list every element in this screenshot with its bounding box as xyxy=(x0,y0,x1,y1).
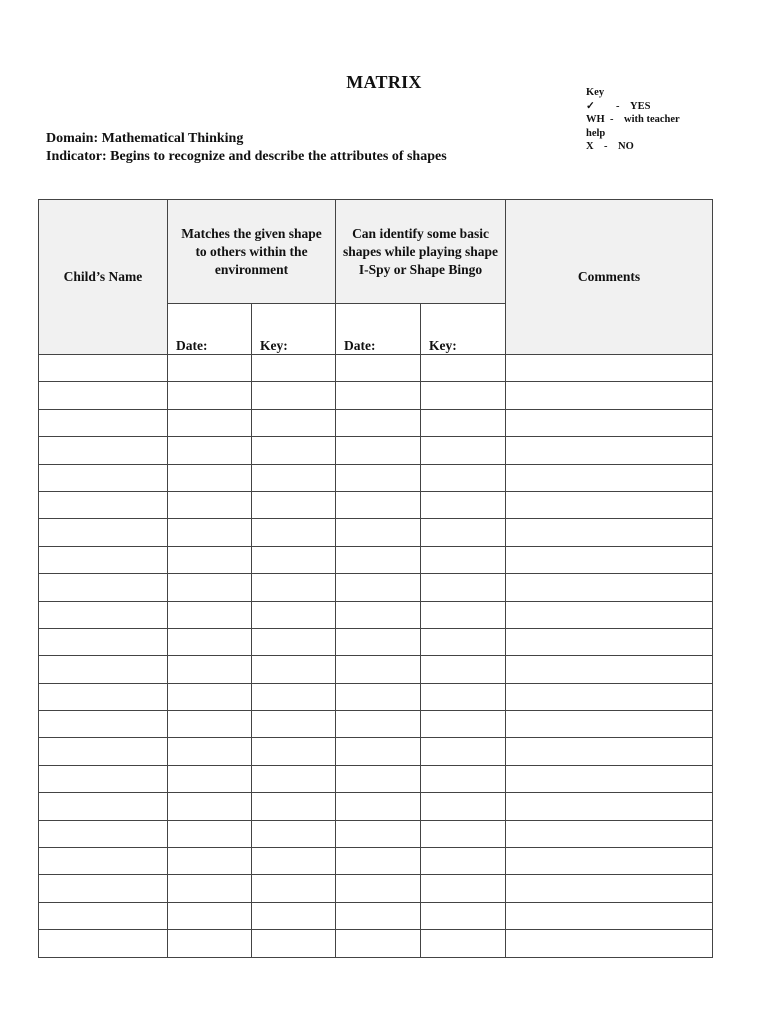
matches-key-cell[interactable] xyxy=(252,930,336,957)
matches-key-cell[interactable] xyxy=(252,875,336,902)
identify-key-cell[interactable] xyxy=(421,382,506,409)
key-heading: Key xyxy=(586,87,605,98)
comments-cell[interactable] xyxy=(506,574,713,601)
matches-date-cell[interactable] xyxy=(168,820,252,847)
matches-date-cell[interactable] xyxy=(168,765,252,792)
identify-key-cell[interactable] xyxy=(421,875,506,902)
comments-cell[interactable] xyxy=(506,546,713,573)
child-name-cell[interactable] xyxy=(39,601,168,628)
matches-date-cell[interactable] xyxy=(168,355,252,382)
identify-date-cell[interactable] xyxy=(336,519,421,546)
table-row xyxy=(39,711,713,738)
matches-key-cell[interactable] xyxy=(252,820,336,847)
matches-key-cell[interactable] xyxy=(252,738,336,765)
table-row xyxy=(39,875,713,902)
matches-date-subheader: Date: xyxy=(168,304,252,355)
comments-cell[interactable] xyxy=(506,793,713,820)
comments-cell[interactable] xyxy=(506,382,713,409)
identify-date-cell[interactable] xyxy=(336,820,421,847)
matches-shape-header: Matches the given shape to others within the environment xyxy=(168,200,336,304)
comments-cell[interactable] xyxy=(506,519,713,546)
matches-key-cell[interactable] xyxy=(252,519,336,546)
matches-key-cell[interactable] xyxy=(252,382,336,409)
identify-key-cell[interactable] xyxy=(421,437,506,464)
matches-date-cell[interactable] xyxy=(168,656,252,683)
matches-key-cell[interactable] xyxy=(252,464,336,491)
comments-cell[interactable] xyxy=(506,711,713,738)
matches-date-cell[interactable] xyxy=(168,491,252,518)
comments-cell[interactable] xyxy=(506,628,713,655)
identify-key-cell[interactable] xyxy=(421,546,506,573)
key-item-wh-continuation: help xyxy=(586,127,606,139)
table-row xyxy=(39,930,713,957)
matches-key-cell[interactable] xyxy=(252,409,336,436)
child-name-cell[interactable] xyxy=(39,409,168,436)
child-name-cell[interactable] xyxy=(39,574,168,601)
identify-date-cell[interactable] xyxy=(336,355,421,382)
identify-key-cell[interactable] xyxy=(421,355,506,382)
identify-key-cell[interactable] xyxy=(421,930,506,957)
table-row xyxy=(39,355,713,382)
comments-cell[interactable] xyxy=(506,437,713,464)
child-name-cell[interactable] xyxy=(39,491,168,518)
child-name-cell[interactable] xyxy=(39,656,168,683)
child-name-cell[interactable] xyxy=(39,793,168,820)
child-name-cell[interactable] xyxy=(39,738,168,765)
child-name-cell[interactable] xyxy=(39,382,168,409)
identify-key-cell[interactable] xyxy=(421,765,506,792)
child-name-header: Child’s Name xyxy=(39,200,168,355)
matches-date-cell[interactable] xyxy=(168,628,252,655)
matches-date-cell[interactable] xyxy=(168,601,252,628)
identify-date-cell[interactable] xyxy=(336,574,421,601)
matches-key-cell[interactable] xyxy=(252,902,336,929)
child-name-cell[interactable] xyxy=(39,875,168,902)
identify-date-cell[interactable] xyxy=(336,601,421,628)
identify-date-cell[interactable] xyxy=(336,902,421,929)
checkmark-icon: ✓ xyxy=(586,100,595,112)
comments-cell[interactable] xyxy=(506,902,713,929)
identify-date-cell[interactable] xyxy=(336,409,421,436)
comments-cell[interactable] xyxy=(506,848,713,875)
identify-date-cell[interactable] xyxy=(336,546,421,573)
child-name-cell[interactable] xyxy=(39,930,168,957)
table-row xyxy=(39,519,713,546)
identify-key-cell[interactable] xyxy=(421,656,506,683)
identify-key-cell[interactable] xyxy=(421,601,506,628)
key-item-wh: WH - with teacher xyxy=(586,114,680,125)
identify-key-cell[interactable] xyxy=(421,464,506,491)
comments-cell[interactable] xyxy=(506,930,713,957)
matches-key-cell[interactable] xyxy=(252,628,336,655)
matches-key-cell[interactable] xyxy=(252,793,336,820)
matches-date-cell[interactable] xyxy=(168,902,252,929)
comments-cell[interactable] xyxy=(506,656,713,683)
child-name-cell[interactable] xyxy=(39,355,168,382)
identify-date-cell[interactable] xyxy=(336,930,421,957)
table-row xyxy=(39,656,713,683)
comments-cell[interactable] xyxy=(506,464,713,491)
matches-date-cell[interactable] xyxy=(168,930,252,957)
identify-date-cell[interactable] xyxy=(336,683,421,710)
identify-date-cell[interactable] xyxy=(336,793,421,820)
table-row xyxy=(39,765,713,792)
matches-key-cell[interactable] xyxy=(252,601,336,628)
identify-date-subheader: Date: xyxy=(336,304,421,355)
identify-date-cell[interactable] xyxy=(336,491,421,518)
child-name-cell[interactable] xyxy=(39,902,168,929)
child-name-cell[interactable] xyxy=(39,464,168,491)
table-row xyxy=(39,902,713,929)
table-row xyxy=(39,738,713,765)
identify-date-cell[interactable] xyxy=(336,738,421,765)
child-name-cell[interactable] xyxy=(39,683,168,710)
table-row xyxy=(39,848,713,875)
matches-date-cell[interactable] xyxy=(168,875,252,902)
matches-key-subheader: Key: xyxy=(252,304,336,355)
matches-date-cell[interactable] xyxy=(168,574,252,601)
comments-cell[interactable] xyxy=(506,820,713,847)
table-row xyxy=(39,437,713,464)
identify-date-cell[interactable] xyxy=(336,711,421,738)
matches-key-cell[interactable] xyxy=(252,848,336,875)
identify-date-cell[interactable] xyxy=(336,656,421,683)
child-name-cell[interactable] xyxy=(39,546,168,573)
comments-cell[interactable] xyxy=(506,765,713,792)
identify-date-cell[interactable] xyxy=(336,628,421,655)
identify-date-cell[interactable] xyxy=(336,382,421,409)
comments-cell[interactable] xyxy=(506,875,713,902)
identify-key-cell[interactable] xyxy=(421,793,506,820)
matches-key-cell[interactable] xyxy=(252,656,336,683)
table-row xyxy=(39,628,713,655)
page-title: MATRIX xyxy=(346,72,422,92)
identify-key-cell[interactable] xyxy=(421,848,506,875)
observation-matrix-table xyxy=(38,199,713,958)
matches-date-cell[interactable] xyxy=(168,711,252,738)
key-legend xyxy=(586,86,716,154)
matches-date-cell[interactable] xyxy=(168,382,252,409)
identify-key-cell[interactable] xyxy=(421,519,506,546)
comments-cell[interactable] xyxy=(506,738,713,765)
matches-date-cell[interactable] xyxy=(168,738,252,765)
table-row xyxy=(39,546,713,573)
comments-header: Comments xyxy=(506,200,713,355)
child-name-cell[interactable] xyxy=(39,711,168,738)
matches-date-cell[interactable] xyxy=(168,409,252,436)
domain-info xyxy=(46,130,447,166)
comments-cell[interactable] xyxy=(506,601,713,628)
identify-date-cell[interactable] xyxy=(336,437,421,464)
table-row xyxy=(39,820,713,847)
child-name-cell[interactable] xyxy=(39,628,168,655)
identify-date-cell[interactable] xyxy=(336,464,421,491)
matches-date-cell[interactable] xyxy=(168,464,252,491)
identify-key-cell[interactable] xyxy=(421,628,506,655)
matches-key-cell[interactable] xyxy=(252,437,336,464)
matches-date-cell[interactable] xyxy=(168,848,252,875)
matches-date-cell[interactable] xyxy=(168,519,252,546)
identify-key-cell[interactable] xyxy=(421,683,506,710)
identify-key-subheader: Key: xyxy=(421,304,506,355)
table-row xyxy=(39,601,713,628)
child-name-cell[interactable] xyxy=(39,848,168,875)
identify-date-cell[interactable] xyxy=(336,848,421,875)
matches-key-cell[interactable] xyxy=(252,355,336,382)
matches-date-cell[interactable] xyxy=(168,546,252,573)
table-row xyxy=(39,683,713,710)
identify-key-cell[interactable] xyxy=(421,711,506,738)
identify-date-cell[interactable] xyxy=(336,875,421,902)
child-name-cell[interactable] xyxy=(39,519,168,546)
identify-key-cell[interactable] xyxy=(421,738,506,765)
child-name-cell[interactable] xyxy=(39,437,168,464)
matches-date-cell[interactable] xyxy=(168,793,252,820)
identify-key-cell[interactable] xyxy=(421,902,506,929)
matches-date-cell[interactable] xyxy=(168,437,252,464)
comments-cell[interactable] xyxy=(506,491,713,518)
key-item-no: X - NO xyxy=(586,141,634,152)
comments-cell[interactable] xyxy=(506,409,713,436)
identify-key-cell[interactable] xyxy=(421,491,506,518)
table-row xyxy=(39,491,713,518)
matches-key-cell[interactable] xyxy=(252,574,336,601)
identify-shapes-header: Can identify some basic shapes while playing shape I-Spy or Shape Bingo xyxy=(336,200,506,304)
header-row xyxy=(39,200,713,304)
matches-key-cell[interactable] xyxy=(252,683,336,710)
indicator-line: Indicator: Begins to recognize and describe the attributes of shapes xyxy=(46,149,447,164)
comments-cell[interactable] xyxy=(506,355,713,382)
identify-key-cell[interactable] xyxy=(421,820,506,847)
matches-key-cell[interactable] xyxy=(252,711,336,738)
domain-line: Domain: Mathematical Thinking xyxy=(46,131,244,146)
child-name-cell[interactable] xyxy=(39,765,168,792)
child-name-cell[interactable] xyxy=(39,820,168,847)
table-row xyxy=(39,793,713,820)
table-row xyxy=(39,574,713,601)
matches-key-cell[interactable] xyxy=(252,546,336,573)
table-row xyxy=(39,382,713,409)
table-row xyxy=(39,409,713,436)
comments-cell[interactable] xyxy=(506,683,713,710)
matches-date-cell[interactable] xyxy=(168,683,252,710)
identify-key-cell[interactable] xyxy=(421,574,506,601)
matches-key-cell[interactable] xyxy=(252,491,336,518)
table-row xyxy=(39,464,713,491)
key-item-yes: ✓ - YES xyxy=(586,100,651,112)
identify-date-cell[interactable] xyxy=(336,765,421,792)
matches-key-cell[interactable] xyxy=(252,765,336,792)
identify-key-cell[interactable] xyxy=(421,409,506,436)
